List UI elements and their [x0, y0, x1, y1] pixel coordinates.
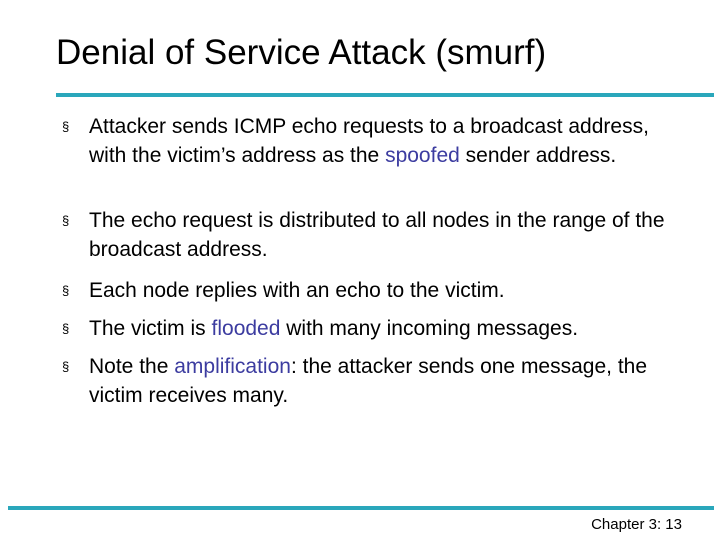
- bullet-text-segment: sender address.: [459, 144, 617, 167]
- bullet-text-segment: with many incoming messages.: [280, 317, 579, 340]
- spoofed-emphasis: spoofed: [385, 144, 460, 167]
- flooded-emphasis: flooded: [211, 317, 281, 340]
- slide-title: Denial of Service Attack (smurf): [56, 33, 547, 72]
- bullet-text-segment: The victim is: [89, 317, 212, 340]
- bullet-text: [89, 112, 682, 170]
- amplification-emphasis: amplification: [174, 355, 291, 378]
- bullet-text-segment: : the attacker sends one message, the victim receives many.: [89, 355, 648, 407]
- bullet-text: [89, 276, 682, 305]
- bullet-text-segment: Note the: [89, 355, 175, 378]
- bullet-item: [62, 314, 682, 343]
- bullet-text: [89, 206, 682, 264]
- title-divider: [56, 93, 714, 97]
- bullet-item: [62, 352, 682, 410]
- bullet-text: [89, 314, 682, 343]
- bullet-item: [62, 276, 682, 305]
- bullet-text-segment: Each node replies with an echo to the victim.: [89, 279, 505, 302]
- footer-divider: [8, 506, 714, 510]
- bullet-item: [62, 112, 682, 170]
- bullet-marker: §: [62, 359, 70, 374]
- bullet-text-segment: The echo request is distributed to all nodes in the range of the broadcast address.: [89, 209, 665, 261]
- bullet-text: [89, 352, 682, 410]
- slide-number: Chapter 3: 13: [591, 516, 682, 533]
- bullet-text-segment: Attacker sends ICMP echo requests to a broadcast address, with the victim’s address as the: [89, 115, 649, 167]
- bullet-item: [62, 206, 682, 264]
- bullet-marker: §: [62, 283, 70, 298]
- bullet-marker: §: [62, 321, 70, 336]
- bullet-marker: §: [62, 213, 70, 228]
- bullet-marker: §: [62, 119, 70, 134]
